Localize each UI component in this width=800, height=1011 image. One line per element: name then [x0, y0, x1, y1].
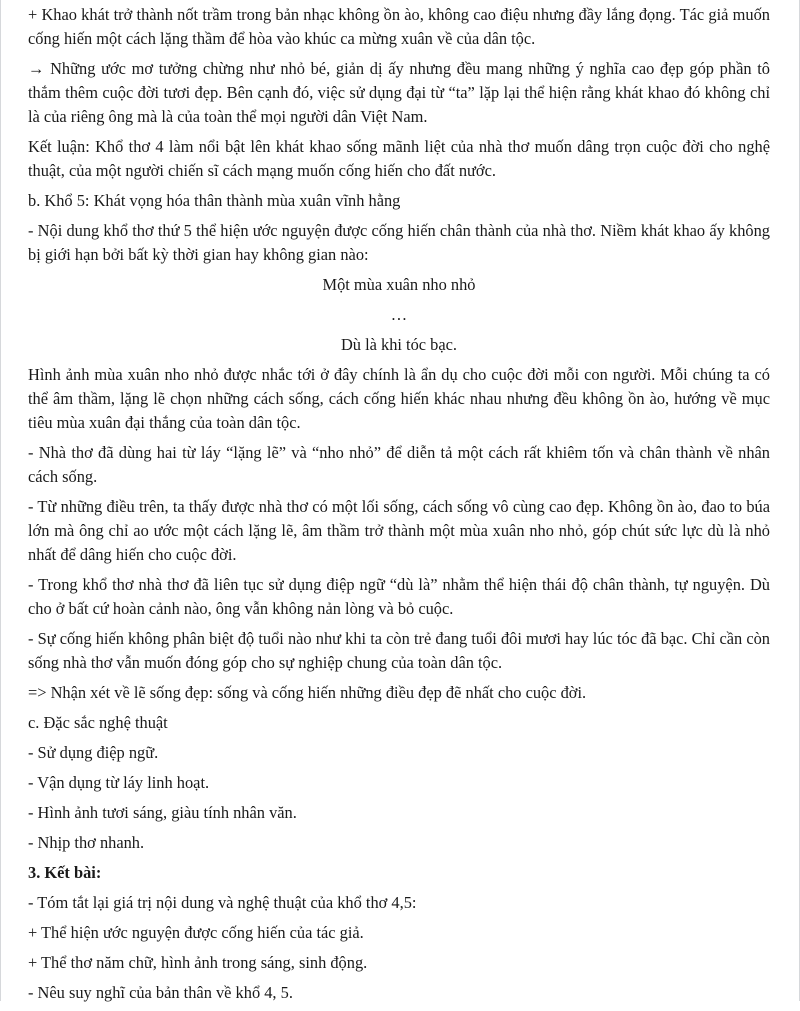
paragraph: - Trong khổ thơ nhà thơ đã liên tục sử dụng điệp ngữ “dù là” nhằm thể hiện thái độ chân thành, tự nguyện. Dù cho ở bất cứ hoàn cảnh nào, ông vẫn không nản lòng và bỏ cuộc. — [28, 575, 770, 618]
poem-line: Một mùa xuân nho nhỏ — [322, 275, 476, 294]
list-item: + Thể hiện ước nguyện được cống hiến của tác giả. — [28, 923, 364, 942]
list-item: - Vận dụng từ láy linh hoạt. — [28, 773, 210, 792]
subsection-heading: b. Khổ 5: Khát vọng hóa thân thành mùa xuân vĩnh hằng — [28, 191, 401, 210]
document-body — [28, 3, 770, 1011]
list-item: - Nêu suy nghĩ của bản thân về khổ 4, 5. — [28, 983, 293, 1002]
page-border-left — [0, 0, 1, 1001]
poem-line: Dù là khi tóc bạc. — [340, 335, 458, 354]
paragraph: - Nhà thơ đã dùng hai từ láy “lặng lẽ” và “nho nhỏ” để diễn tả một cách rất khiêm tốn và chân thành về nhân cách sống. — [28, 443, 770, 486]
section-heading: 3. Kết bài: — [28, 863, 102, 882]
subsection-heading: c. Đặc sắc nghệ thuật — [28, 713, 168, 732]
list-item: + Thể thơ năm chữ, hình ảnh trong sáng, sinh động. — [28, 953, 368, 972]
paragraph: Hình ảnh mùa xuân nho nhỏ được nhắc tới ở đây chính là ẩn dụ cho cuộc đời mỗi con người. Mỗi chúng ta có thể âm thầm, lặng lẽ chọn những cách sống, cách cống hiến khác nhau nhưng đều không ồn ào, hướng về mục tiêu mùa xuân đại thắng của toàn dân tộc. — [28, 365, 770, 432]
paragraph: + Khao khát trở thành nốt trầm trong bản nhạc không ồn ào, không cao điệu nhưng đầy lắng đọng. Tác giả muốn cống hiến một cách lặng thầm để hòa vào khúc ca mừng xuân về của dân tộc. — [28, 5, 770, 48]
list-item: - Sử dụng điệp ngữ. — [28, 743, 159, 762]
poem-ellipsis: … — [390, 305, 408, 324]
paragraph: Kết luận: Khổ thơ 4 làm nổi bật lên khát khao sống mãnh liệt của nhà thơ muốn dâng trọn cuộc đời cho nghệ thuật, của một người chiến sĩ cách mạng muốn cống hiến cho đất nước. — [28, 137, 770, 180]
paragraph: - Nội dung khổ thơ thứ 5 thể hiện ước nguyện được cống hiến chân thành của nhà thơ. Niềm khát khao ấy không bị giới hạn bởi bất kỳ thời gian hay không gian nào: — [28, 221, 770, 264]
list-item: - Hình ảnh tươi sáng, giàu tính nhân văn. — [28, 803, 297, 822]
paragraph: => Nhận xét về lẽ sống đẹp: sống và cống hiến những điều đẹp đẽ nhất cho cuộc đời. — [28, 683, 587, 702]
paragraph: - Từ những điều trên, ta thấy được nhà thơ có một lối sống, cách sống vô cùng cao đẹp. Không ồn ào, đao to búa lớn mà ông chỉ ao ước một cách lặng lẽ, âm thầm trở thành một mùa xuân nho nhỏ, góp chút sức lực dù là nhỏ nhất để dâng hiến cho cuộc đời. — [28, 497, 770, 564]
paragraph: → Những ước mơ tưởng chừng như nhỏ bé, giản dị ấy nhưng đều mang những ý nghĩa cao đẹp góp phần tô thắm thêm cuộc đời tươi đẹp. Bên cạnh đó, việc sử dụng đại từ “ta” lặp lại thể hiện rằng khát khao đó không chỉ là của riêng ông mà là của toàn thể mọi người dân Việt Nam. — [28, 59, 770, 126]
paragraph: - Sự cống hiến không phân biệt độ tuổi nào như khi ta còn trẻ đang tuổi đôi mươi hay lúc tóc đã bạc. Chỉ cần còn sống nhà thơ vẫn muốn đóng góp cho sự nghiệp chung của toàn dân tộc. — [28, 629, 770, 672]
list-item: - Nhịp thơ nhanh. — [28, 833, 145, 852]
list-item: - Tóm tắt lại giá trị nội dung và nghệ thuật của khổ thơ 4,5: — [28, 893, 417, 912]
